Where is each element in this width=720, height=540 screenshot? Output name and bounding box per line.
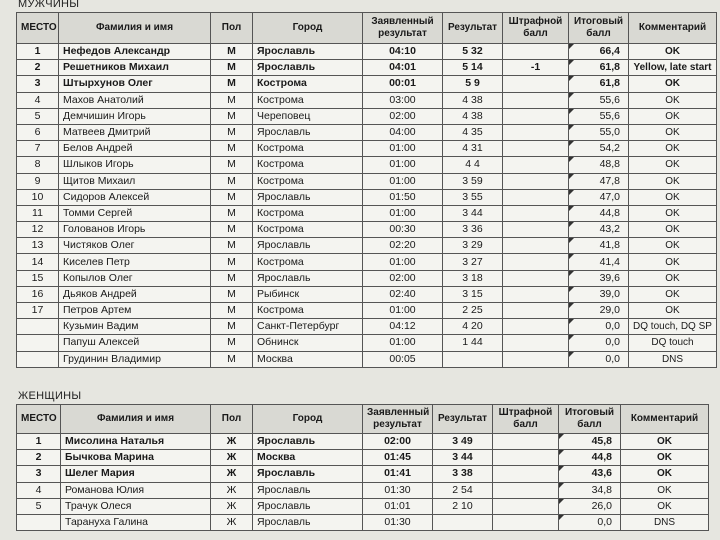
cell-place: 10 bbox=[17, 189, 59, 205]
cell-penalty bbox=[503, 303, 569, 319]
cell-city: Кострома bbox=[253, 141, 363, 157]
cell-result: 3 36 bbox=[443, 222, 503, 238]
table-row bbox=[17, 108, 717, 124]
cell-comment: OK bbox=[629, 205, 717, 221]
cell-penalty bbox=[503, 92, 569, 108]
cell-comment: OK bbox=[621, 498, 709, 514]
cell-place bbox=[17, 351, 59, 367]
table-row bbox=[17, 351, 717, 367]
cell-place: 12 bbox=[17, 222, 59, 238]
table-row bbox=[17, 141, 717, 157]
table-row bbox=[17, 434, 709, 450]
cell-result: 4 35 bbox=[443, 124, 503, 140]
cell-city: Кострома bbox=[253, 303, 363, 319]
cell-place: 2 bbox=[17, 450, 61, 466]
cell-name: Тарануха Галина bbox=[61, 514, 211, 530]
cell-place: 1 bbox=[17, 44, 59, 60]
cell-sex: М bbox=[211, 335, 253, 351]
cell-total: 34,8 bbox=[559, 482, 621, 498]
cell-comment: DNS bbox=[621, 514, 709, 530]
cell-total: 0,0 bbox=[569, 335, 629, 351]
cell-result: 3 29 bbox=[443, 238, 503, 254]
table-row bbox=[17, 238, 717, 254]
cell-sex: Ж bbox=[211, 466, 253, 482]
cell-total: 39,0 bbox=[569, 286, 629, 302]
cell-total: 39,6 bbox=[569, 270, 629, 286]
cell-place: 13 bbox=[17, 238, 59, 254]
cell-place: 14 bbox=[17, 254, 59, 270]
cell-name: Голованов Игорь bbox=[59, 222, 211, 238]
cell-sex: М bbox=[211, 205, 253, 221]
cell-penalty bbox=[493, 466, 559, 482]
cell-comment: DQ touch, DQ SP bbox=[629, 319, 717, 335]
cell-name: Штырхунов Олег bbox=[59, 76, 211, 92]
cell-comment: DQ touch bbox=[629, 335, 717, 351]
cell-sex: М bbox=[211, 157, 253, 173]
column-header-city: Город bbox=[253, 13, 363, 44]
cell-comment: OK bbox=[629, 124, 717, 140]
table-row bbox=[17, 173, 717, 189]
cell-name: Дьяков Андрей bbox=[59, 286, 211, 302]
cell-total: 44,8 bbox=[569, 205, 629, 221]
cell-name: Шлыков Игорь bbox=[59, 157, 211, 173]
table-row bbox=[17, 44, 717, 60]
cell-place: 15 bbox=[17, 270, 59, 286]
cell-name: Нефедов Александр bbox=[59, 44, 211, 60]
cell-sex: М bbox=[211, 189, 253, 205]
column-header-declared: Заявленный результат bbox=[363, 13, 443, 44]
cell-place: 17 bbox=[17, 303, 59, 319]
column-header-result: Результат bbox=[443, 13, 503, 44]
column-header-result: Результат bbox=[433, 405, 493, 434]
table-row bbox=[17, 205, 717, 221]
women-section-title: ЖЕНЩИНЫ bbox=[18, 390, 82, 402]
cell-penalty bbox=[503, 222, 569, 238]
men-section-title: МУЖЧИНЫ bbox=[18, 0, 80, 10]
cell-total: 55,6 bbox=[569, 108, 629, 124]
cell-penalty bbox=[493, 482, 559, 498]
cell-sex: М bbox=[211, 92, 253, 108]
cell-comment: OK bbox=[629, 254, 717, 270]
cell-declared: 03:00 bbox=[363, 92, 443, 108]
cell-comment: OK bbox=[629, 222, 717, 238]
cell-penalty bbox=[503, 76, 569, 92]
cell-total: 43,2 bbox=[569, 222, 629, 238]
cell-city: Ярославль bbox=[253, 124, 363, 140]
column-header-name: Фамилия и имя bbox=[59, 13, 211, 44]
cell-name: Сидоров Алексей bbox=[59, 189, 211, 205]
cell-declared: 01:00 bbox=[363, 141, 443, 157]
column-header-penalty: Штрафной балл bbox=[503, 13, 569, 44]
cell-result: 2 25 bbox=[443, 303, 503, 319]
cell-penalty bbox=[503, 335, 569, 351]
cell-declared: 01:30 bbox=[363, 482, 433, 498]
cell-result: 4 31 bbox=[443, 141, 503, 157]
cell-comment: OK bbox=[629, 286, 717, 302]
cell-place: 8 bbox=[17, 157, 59, 173]
cell-comment: OK bbox=[629, 270, 717, 286]
cell-penalty bbox=[493, 514, 559, 530]
cell-place: 7 bbox=[17, 141, 59, 157]
cell-name: Романова Юлия bbox=[61, 482, 211, 498]
cell-total: 45,8 bbox=[559, 434, 621, 450]
cell-result: 3 55 bbox=[443, 189, 503, 205]
cell-total: 55,0 bbox=[569, 124, 629, 140]
cell-sex: М bbox=[211, 173, 253, 189]
table-row bbox=[17, 450, 709, 466]
cell-name: Папуш Алексей bbox=[59, 335, 211, 351]
cell-declared: 01:00 bbox=[363, 303, 443, 319]
men-table-body bbox=[17, 44, 717, 368]
table-row bbox=[17, 124, 717, 140]
cell-city: Москва bbox=[253, 450, 363, 466]
cell-result: 3 59 bbox=[443, 173, 503, 189]
cell-declared: 02:20 bbox=[363, 238, 443, 254]
cell-city: Ярославль bbox=[253, 482, 363, 498]
cell-city: Кострома bbox=[253, 173, 363, 189]
cell-penalty bbox=[503, 286, 569, 302]
cell-name: Трачук Олеся bbox=[61, 498, 211, 514]
table-row bbox=[17, 482, 709, 498]
cell-comment: OK bbox=[629, 141, 717, 157]
cell-name: Матвеев Дмитрий bbox=[59, 124, 211, 140]
cell-penalty bbox=[503, 44, 569, 60]
cell-name: Петров Артем bbox=[59, 303, 211, 319]
cell-total: 26,0 bbox=[559, 498, 621, 514]
women-results-table bbox=[16, 404, 709, 531]
cell-name: Бычкова Марина bbox=[61, 450, 211, 466]
women-table-body bbox=[17, 434, 709, 531]
cell-name: Щитов Михаил bbox=[59, 173, 211, 189]
cell-comment: OK bbox=[629, 108, 717, 124]
cell-declared: 02:00 bbox=[363, 270, 443, 286]
cell-comment: OK bbox=[629, 303, 717, 319]
cell-name: Мисолина Наталья bbox=[61, 434, 211, 450]
table-row bbox=[17, 60, 717, 76]
cell-total: 44,8 bbox=[559, 450, 621, 466]
cell-result: 4 38 bbox=[443, 92, 503, 108]
cell-sex: М bbox=[211, 254, 253, 270]
table-row bbox=[17, 76, 717, 92]
cell-place: 3 bbox=[17, 76, 59, 92]
cell-result: 3 38 bbox=[433, 466, 493, 482]
cell-declared: 02:00 bbox=[363, 434, 433, 450]
cell-sex: Ж bbox=[211, 498, 253, 514]
column-header-sex: Пол bbox=[211, 13, 253, 44]
cell-comment: OK bbox=[621, 466, 709, 482]
cell-total: 54,2 bbox=[569, 141, 629, 157]
column-header-name: Фамилия и имя bbox=[61, 405, 211, 434]
column-header-place: МЕСТО bbox=[17, 13, 59, 44]
cell-name: Киселев Петр bbox=[59, 254, 211, 270]
cell-place bbox=[17, 514, 61, 530]
cell-total: 0,0 bbox=[569, 351, 629, 367]
cell-total: 47,0 bbox=[569, 189, 629, 205]
cell-name: Демчишин Игорь bbox=[59, 108, 211, 124]
cell-sex: М bbox=[211, 303, 253, 319]
cell-name: Шелег Мария bbox=[61, 466, 211, 482]
cell-result: 5 14 bbox=[443, 60, 503, 76]
cell-sex: М bbox=[211, 270, 253, 286]
cell-declared: 01:45 bbox=[363, 450, 433, 466]
table-row bbox=[17, 303, 717, 319]
cell-sex: Ж bbox=[211, 434, 253, 450]
cell-result: 3 49 bbox=[433, 434, 493, 450]
cell-name: Копылов Олег bbox=[59, 270, 211, 286]
cell-place: 4 bbox=[17, 92, 59, 108]
cell-city: Ярославль bbox=[253, 514, 363, 530]
cell-declared: 00:30 bbox=[363, 222, 443, 238]
cell-penalty bbox=[493, 434, 559, 450]
cell-result: 3 15 bbox=[443, 286, 503, 302]
cell-declared: 01:00 bbox=[363, 335, 443, 351]
cell-result: 1 44 bbox=[443, 335, 503, 351]
column-header-place: МЕСТО bbox=[17, 405, 61, 434]
cell-name: Чистяков Олег bbox=[59, 238, 211, 254]
cell-city: Ярославль bbox=[253, 434, 363, 450]
cell-declared: 04:12 bbox=[363, 319, 443, 335]
cell-penalty bbox=[503, 238, 569, 254]
cell-city: Ярославль bbox=[253, 44, 363, 60]
cell-name: Махов Анатолий bbox=[59, 92, 211, 108]
table-row bbox=[17, 157, 717, 173]
table-row bbox=[17, 335, 717, 351]
column-header-total: Итоговый балл bbox=[569, 13, 629, 44]
cell-place: 6 bbox=[17, 124, 59, 140]
cell-comment: OK bbox=[621, 450, 709, 466]
cell-name: Решетников Михаил bbox=[59, 60, 211, 76]
cell-declared: 04:10 bbox=[363, 44, 443, 60]
cell-declared: 01:00 bbox=[363, 157, 443, 173]
cell-total: 41,4 bbox=[569, 254, 629, 270]
table-row bbox=[17, 286, 717, 302]
cell-city: Ярославль bbox=[253, 60, 363, 76]
cell-declared: 01:00 bbox=[363, 205, 443, 221]
cell-city: Ярославль bbox=[253, 189, 363, 205]
cell-result: 4 20 bbox=[443, 319, 503, 335]
cell-name: Томми Сергей bbox=[59, 205, 211, 221]
cell-result: 3 18 bbox=[443, 270, 503, 286]
cell-total: 66,4 bbox=[569, 44, 629, 60]
cell-city: Кострома bbox=[253, 222, 363, 238]
cell-total: 41,8 bbox=[569, 238, 629, 254]
cell-comment: Yellow, late start bbox=[629, 60, 717, 76]
cell-declared: 01:50 bbox=[363, 189, 443, 205]
cell-place: 2 bbox=[17, 60, 59, 76]
cell-declared: 01:00 bbox=[363, 173, 443, 189]
cell-penalty bbox=[503, 173, 569, 189]
cell-penalty: -1 bbox=[503, 60, 569, 76]
cell-city: Ярославль bbox=[253, 466, 363, 482]
cell-total: 61,8 bbox=[569, 76, 629, 92]
cell-declared: 04:00 bbox=[363, 124, 443, 140]
cell-sex: Ж bbox=[211, 450, 253, 466]
cell-declared: 02:00 bbox=[363, 108, 443, 124]
cell-sex: Ж bbox=[211, 482, 253, 498]
cell-result: 3 27 bbox=[443, 254, 503, 270]
cell-name: Белов Андрей bbox=[59, 141, 211, 157]
cell-comment: OK bbox=[629, 189, 717, 205]
cell-declared: 04:01 bbox=[363, 60, 443, 76]
cell-total: 0,0 bbox=[559, 514, 621, 530]
cell-sex: Ж bbox=[211, 514, 253, 530]
cell-place bbox=[17, 335, 59, 351]
cell-result: 5 9 bbox=[443, 76, 503, 92]
cell-result: 3 44 bbox=[433, 450, 493, 466]
cell-city: Ярославль bbox=[253, 238, 363, 254]
cell-sex: М bbox=[211, 60, 253, 76]
cell-result bbox=[433, 514, 493, 530]
cell-total: 48,8 bbox=[569, 157, 629, 173]
cell-total: 61,8 bbox=[569, 60, 629, 76]
cell-comment: OK bbox=[629, 76, 717, 92]
table-row bbox=[17, 222, 717, 238]
cell-comment: OK bbox=[621, 434, 709, 450]
cell-total: 47,8 bbox=[569, 173, 629, 189]
cell-total: 29,0 bbox=[569, 303, 629, 319]
cell-city: Кострома bbox=[253, 205, 363, 221]
cell-place: 5 bbox=[17, 108, 59, 124]
cell-total: 55,6 bbox=[569, 92, 629, 108]
cell-result bbox=[443, 351, 503, 367]
cell-sex: М bbox=[211, 351, 253, 367]
cell-sex: М bbox=[211, 76, 253, 92]
cell-result: 2 54 bbox=[433, 482, 493, 498]
cell-comment: OK bbox=[629, 44, 717, 60]
cell-name: Кузьмин Вадим bbox=[59, 319, 211, 335]
cell-city: Кострома bbox=[253, 157, 363, 173]
cell-place: 11 bbox=[17, 205, 59, 221]
cell-penalty bbox=[503, 141, 569, 157]
cell-sex: М bbox=[211, 286, 253, 302]
cell-sex: М bbox=[211, 141, 253, 157]
cell-result: 4 38 bbox=[443, 108, 503, 124]
cell-declared: 01:01 bbox=[363, 498, 433, 514]
cell-place: 9 bbox=[17, 173, 59, 189]
cell-result: 2 10 bbox=[433, 498, 493, 514]
column-header-total: Итоговый балл bbox=[559, 405, 621, 434]
column-header-city: Город bbox=[253, 405, 363, 434]
cell-comment: OK bbox=[621, 482, 709, 498]
cell-penalty bbox=[493, 450, 559, 466]
cell-city: Ярославль bbox=[253, 498, 363, 514]
table-row bbox=[17, 270, 717, 286]
men-header-row bbox=[17, 13, 717, 44]
cell-result: 4 4 bbox=[443, 157, 503, 173]
cell-name: Грудинин Владимир bbox=[59, 351, 211, 367]
cell-declared: 02:40 bbox=[363, 286, 443, 302]
cell-sex: М bbox=[211, 44, 253, 60]
cell-declared: 00:01 bbox=[363, 76, 443, 92]
men-results-table bbox=[16, 12, 717, 368]
cell-city: Ярославль bbox=[253, 270, 363, 286]
cell-comment: DNS bbox=[629, 351, 717, 367]
cell-penalty bbox=[503, 351, 569, 367]
cell-comment: OK bbox=[629, 92, 717, 108]
table-row bbox=[17, 466, 709, 482]
cell-place: 5 bbox=[17, 498, 61, 514]
table-row bbox=[17, 92, 717, 108]
cell-penalty bbox=[503, 108, 569, 124]
cell-declared: 01:30 bbox=[363, 514, 433, 530]
women-header-row bbox=[17, 405, 709, 434]
cell-penalty bbox=[503, 205, 569, 221]
cell-penalty bbox=[503, 157, 569, 173]
cell-city: Санкт-Петербург bbox=[253, 319, 363, 335]
cell-penalty bbox=[503, 270, 569, 286]
cell-place: 16 bbox=[17, 286, 59, 302]
cell-city: Рыбинск bbox=[253, 286, 363, 302]
column-header-comment: Комментарий bbox=[621, 405, 709, 434]
column-header-declared: Заявленный результат bbox=[363, 405, 433, 434]
cell-result: 5 32 bbox=[443, 44, 503, 60]
cell-sex: М bbox=[211, 319, 253, 335]
column-header-comment: Комментарий bbox=[629, 13, 717, 44]
cell-place: 3 bbox=[17, 466, 61, 482]
cell-city: Череповец bbox=[253, 108, 363, 124]
table-row bbox=[17, 514, 709, 530]
cell-penalty bbox=[503, 189, 569, 205]
cell-penalty bbox=[493, 498, 559, 514]
column-header-penalty: Штрафной балл bbox=[493, 405, 559, 434]
table-row bbox=[17, 189, 717, 205]
cell-total: 0,0 bbox=[569, 319, 629, 335]
table-row bbox=[17, 498, 709, 514]
cell-place: 1 bbox=[17, 434, 61, 450]
cell-city: Обнинск bbox=[253, 335, 363, 351]
table-row bbox=[17, 319, 717, 335]
cell-place bbox=[17, 319, 59, 335]
cell-sex: М bbox=[211, 124, 253, 140]
cell-city: Кострома bbox=[253, 76, 363, 92]
cell-penalty bbox=[503, 319, 569, 335]
cell-penalty bbox=[503, 124, 569, 140]
cell-city: Кострома bbox=[253, 254, 363, 270]
cell-result: 3 44 bbox=[443, 205, 503, 221]
cell-comment: OK bbox=[629, 173, 717, 189]
cell-penalty bbox=[503, 254, 569, 270]
cell-declared: 01:41 bbox=[363, 466, 433, 482]
cell-city: Кострома bbox=[253, 92, 363, 108]
cell-declared: 00:05 bbox=[363, 351, 443, 367]
column-header-sex: Пол bbox=[211, 405, 253, 434]
cell-comment: OK bbox=[629, 238, 717, 254]
cell-declared: 01:00 bbox=[363, 254, 443, 270]
cell-sex: М bbox=[211, 222, 253, 238]
cell-total: 43,6 bbox=[559, 466, 621, 482]
table-row bbox=[17, 254, 717, 270]
cell-comment: OK bbox=[629, 157, 717, 173]
cell-place: 4 bbox=[17, 482, 61, 498]
cell-sex: М bbox=[211, 108, 253, 124]
cell-city: Москва bbox=[253, 351, 363, 367]
cell-sex: М bbox=[211, 238, 253, 254]
